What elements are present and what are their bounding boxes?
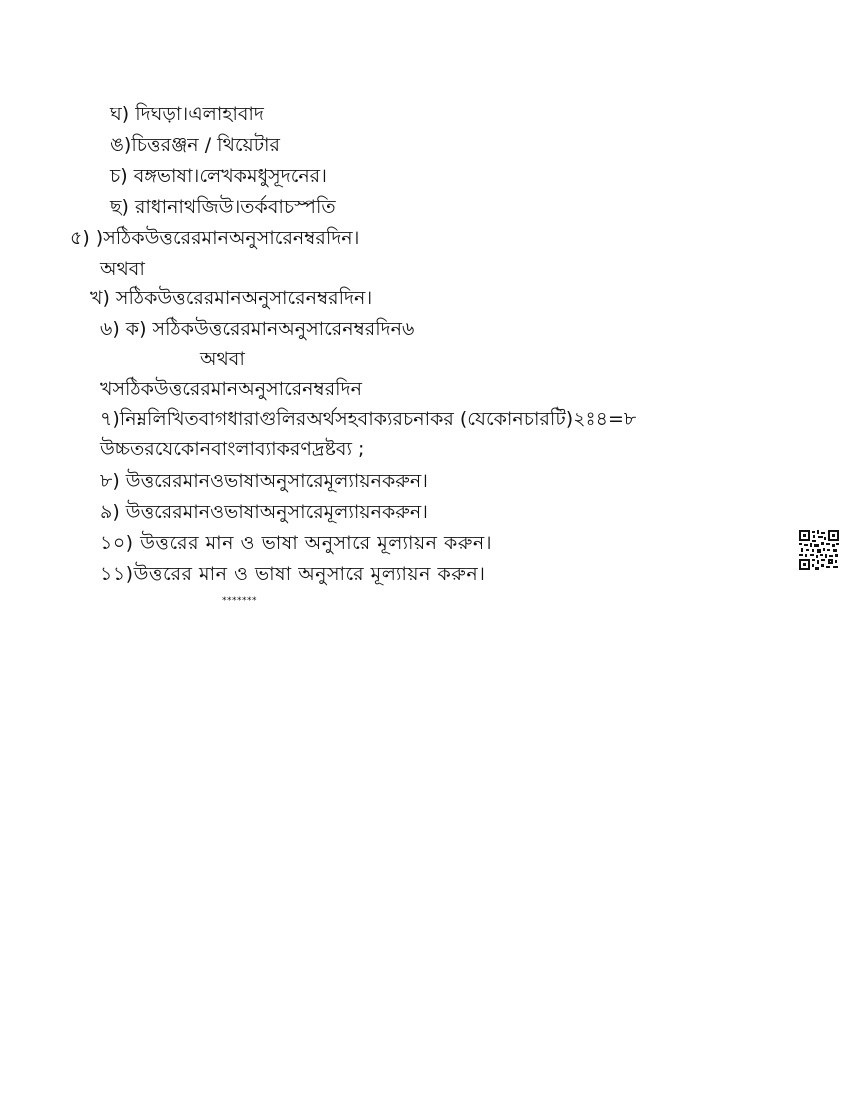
qr-code-icon xyxy=(799,530,839,570)
answer-line-cha: চ) বঙ্গভাষা।লেখকমধুসূদনের। xyxy=(110,165,327,187)
question-7-line: ৭)নিম্নলিখিতবাগধারাগুলিরঅর্থসহবাক্যরচনাকর (যেকোনচারটি)২ঃ৪=৮ xyxy=(100,408,637,430)
question-6-line: ৬) ক) সঠিকউত্তরেরমানঅনুসারেনম্বরদিন৬ xyxy=(100,318,415,340)
question-10-line: ১০) উত্তরের মান ও ভাষা অনুসারে মূল্যায়ন করুন। xyxy=(100,532,493,554)
end-separator: ******* xyxy=(222,596,257,606)
question-11-line: ১১)উত্তরের মান ও ভাষা অনুসারে মূল্যায়ন করুন। xyxy=(100,563,486,585)
or-label: অথবা xyxy=(100,258,145,280)
answer-line-kha-2: খসঠিকউত্তরেরমানঅনুসারেনম্বরদিন xyxy=(100,378,362,400)
question-8-line: ৮) উত্তরেরমানওভাষাঅনুসারেমূল্যায়নকরুন। xyxy=(100,470,428,492)
answer-line-kha: খ) সঠিকউত্তরেরমানঅনুসারেনম্বরদিন। xyxy=(90,287,373,309)
question-9-line: ৯) উত্তরেরমানওভাষাঅনুসারেমূল্যায়নকরুন। xyxy=(100,501,428,523)
or-label: অথবা xyxy=(200,348,245,370)
answer-line-chha: ছ) রাধানাথজিউ।তর্কবাচস্পতি xyxy=(110,196,336,218)
question-5-line: ৫) )সঠিকউত্তরেরমানঅনুসারেনম্বরদিন। xyxy=(70,227,360,249)
answer-line-umo: ঙ)চিত্তরঞ্জন / থিয়েটার xyxy=(110,134,281,156)
grammar-note-line: উচ্চতরযেকোনবাংলাব্যাকরণদ্রষ্টব্য ; xyxy=(100,438,365,460)
answer-line-gha: ঘ) দিঘড়া।এলাহাবাদ xyxy=(110,103,264,125)
